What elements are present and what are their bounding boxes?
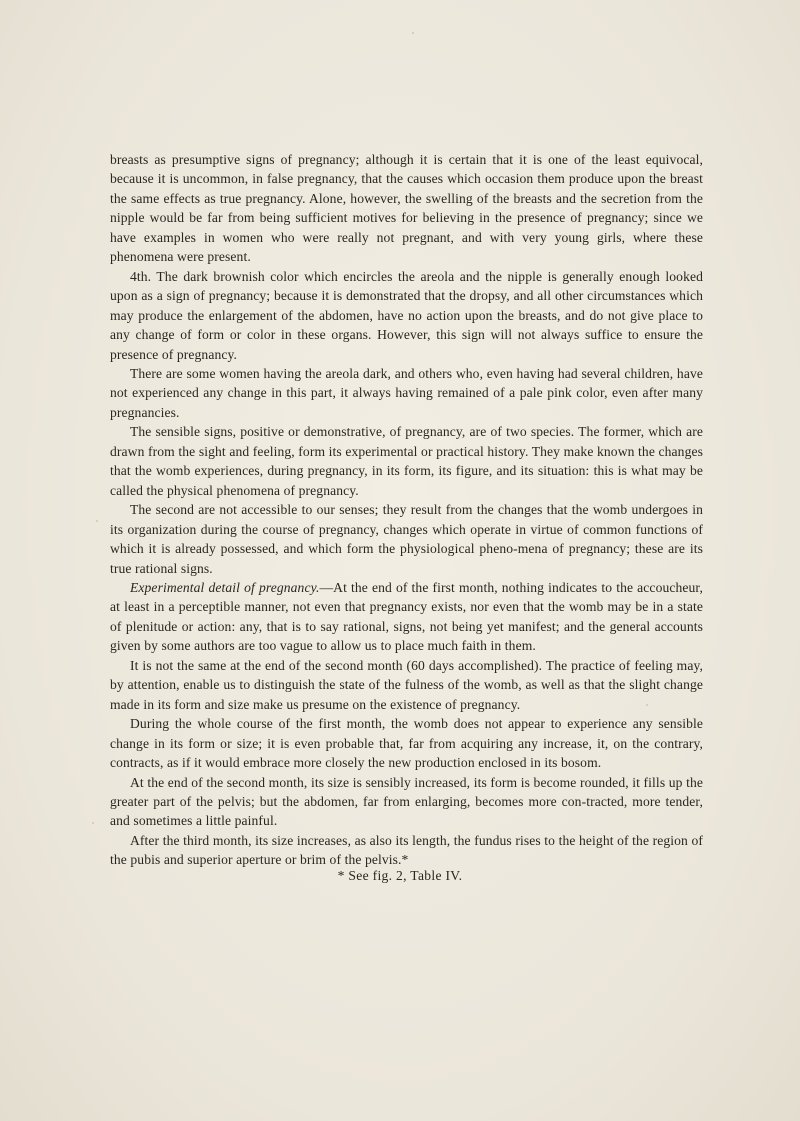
body-text [110,150,703,870]
paragraph-second-signs: The second are not accessible to our senses; they result from the changes that the womb undergoes in its organization during the course of pregnancy, changes which operate in virtue of common functions of which it is already possessed, and which form the physiological pheno-mena of pregnancy; these are its true rational signs. [110,502,703,576]
paragraph-sensible-signs: The sensible signs, positive or demonstrative, of pregnancy, are of two species. The former, which are drawn from the sight and feeling, form its experimental or practical history. They make known the changes that the womb experiences, during pregnancy, in its form, its figure, and its situation: this is what may be called the physical phenomena of pregnancy. [110,424,703,498]
paragraph-second-month: It is not the same at the end of the second month (60 days accomplished). The practice of feeling may, by attention, enable us to distinguish the state of the fulness of the womb, as well as that the slight change made in its form and size make us presume on the existence of pregnancy. [110,657,703,712]
footnote: * See fig. 2, Table IV. [337,868,463,883]
paragraph-breasts: breasts as presumptive signs of pregnancy; although it is certain that it is one of the least equivocal, because it is uncommon, in false pregnancy, that the causes which occasion them produce upon the breast the same effects as true pregnancy. Alone, however, the swelling of the breasts and the secretion from the nipple would be far from being sufficient motives for believing in the presence of pregnancy; since we have examples in women who were really not pregnant, and with very young girls, where these phenomena were present. [110,152,703,265]
paragraph-areola-variation: There are some women having the areola dark, and others who, even having had several children, have not experienced any change in this part, it always having remained of a pale pink color, even after many pregnancies. [110,365,703,420]
paragraph-end-second-month: At the end of the second month, its size is sensibly increased, its form is become rounded, it fills up the greater part of the pelvis; but the abdomen, far from enlarging, becomes more con-tracted, more tender, and sometimes a little painful. [110,774,703,829]
paragraph-third-month: After the third month, its size increases, as also its length, the fundus rises to the height of the region of the pubis and superior aperture or brim of the pelvis.* [110,832,703,868]
paragraph-experimental-detail [110,578,703,656]
section-lead: Experimental detail of pregnancy. [130,579,320,595]
paragraph-first-month: During the whole course of the first month, the womb does not appear to experience any sensible change in its form or size; it is even probable that, far from acquiring any increase, it, on the contrary, contracts, as if it would embrace more closely the new production enclosed in its bosom. [110,716,703,771]
paragraph-areola-color: 4th. The dark brownish color which encircles the areola and the nipple is generally enough looked upon as a sign of pregnancy; because it is demonstrated that the dropsy, and all other circumstances which may produce the enlargement of the abdomen, have no action upon the breasts, and do not give place to any change of form or color in these organs. However, this sign will not always suffice to ensure the presence of pregnancy. [110,268,703,362]
paragraph-experimental-body: —At the end of the first month, nothing indicates to the accoucheur, at least in a perceptible manner, not even that pregnancy exists, nor even that the womb may be in a state of plenitude or action: any, that is to say rational, signs, not being yet manifest; and the general accounts given by some authors are too vague to allow us to place much faith in them. [110,579,703,654]
